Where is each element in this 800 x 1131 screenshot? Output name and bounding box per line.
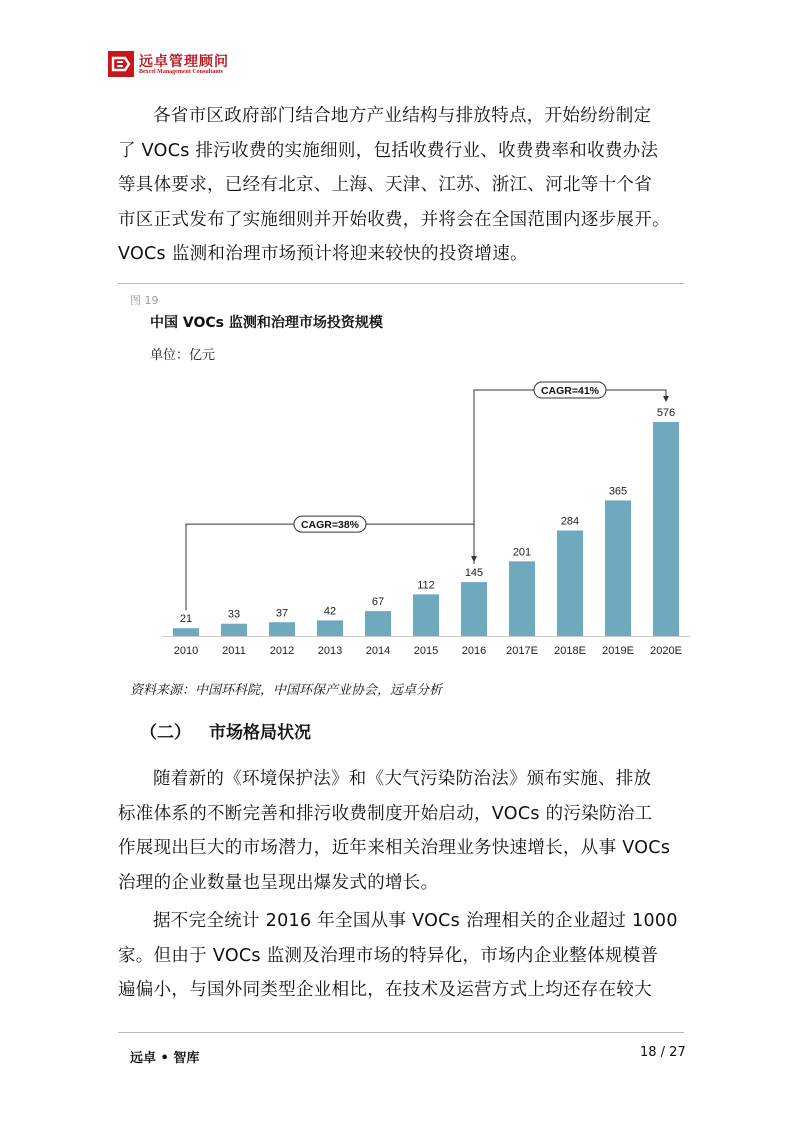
data-label: 576 <box>656 407 676 420</box>
cagr-label: CAGR=41% <box>540 385 600 398</box>
x-tick-label: 2016 <box>461 645 487 657</box>
x-tick-label: 2014 <box>365 645 391 657</box>
bar <box>461 582 487 636</box>
figure-title: 中国 VOCs 监测和治理市场投资规模 <box>150 315 383 331</box>
text-line: 各省市区政府部门结合地方产业结构与排放特点，开始纷纷制定 <box>153 106 652 126</box>
bar <box>173 628 199 636</box>
text-line: 据不完全统计 2016 年全国从事 VOCs 治理相关的企业超过 1000 <box>153 911 678 931</box>
figure-unit: 单位：亿元 <box>150 348 216 363</box>
data-label: 112 <box>417 579 435 592</box>
bar <box>269 622 295 636</box>
bar <box>413 594 439 636</box>
bar <box>509 561 535 636</box>
figure-source: 资料来源：中国环科院，中国环保产业协会，远卓分析 <box>130 683 443 698</box>
text-line: VOCs 监测和治理市场预计将迎来较快的投资增速。 <box>118 244 528 264</box>
cagr-arrowhead <box>663 396 669 402</box>
section-number: （二） <box>140 723 191 743</box>
section-heading <box>140 718 311 743</box>
x-tick-label: 2012 <box>269 645 295 657</box>
bar <box>653 422 679 636</box>
data-label: 284 <box>560 515 580 528</box>
x-tick-label: 2010 <box>173 645 199 657</box>
data-label: 365 <box>608 485 628 498</box>
x-tick-label: 2017E <box>506 645 538 657</box>
page-number: 18 / 27 <box>640 1045 686 1060</box>
text-line: 市区正式发布了实施细则并开始收费，并将会在全国范围内逐步展开。 <box>118 209 670 230</box>
data-label: 145 <box>464 567 484 580</box>
data-label: 37 <box>275 607 289 620</box>
text-line: 标准体系的不断完善和排污收费制度开始启动，VOCs 的污染防治工 <box>118 803 653 824</box>
text-line: 作展现出巨大的市场潜力，近年来相关治理业务快速增长，从事 VOCs <box>118 838 671 858</box>
figure-label: 图 19 <box>130 294 159 307</box>
text-line: 遍偏小，与国外同类型企业相比，在技术及运营方式上均还存在较大 <box>118 980 652 1000</box>
data-label: 33 <box>227 608 241 621</box>
footer-divider <box>118 1032 684 1033</box>
bar <box>221 624 247 636</box>
text-line: 了 VOCs 排污收费的实施细则，包括收费行业、收费费率和收费办法 <box>118 140 659 161</box>
logo-text-cn: 远卓管理顾问 <box>139 54 229 70</box>
body-paragraph-1 <box>118 762 688 900</box>
text-line: 随着新的《环境保护法》和《大气污染防治法》颁布实施、排放 <box>153 769 652 789</box>
data-label: 21 <box>179 613 193 626</box>
data-label: 201 <box>512 546 532 559</box>
text-line: 等具体要求，已经有北京、上海、天津、江苏、浙江、河北等十个省 <box>118 175 652 195</box>
x-tick-label: 2011 <box>222 645 246 657</box>
body-paragraph-2 <box>118 904 688 1008</box>
x-tick-label: 2013 <box>317 645 343 657</box>
x-tick-label: 2018E <box>554 645 586 657</box>
bar <box>557 530 583 636</box>
data-label: 67 <box>371 596 385 609</box>
x-tick-label: 2015 <box>413 645 439 657</box>
logo-text-en: Bexcel Management Consultants <box>139 69 223 75</box>
bar <box>317 620 343 636</box>
section-title: 市场格局状况 <box>209 723 311 743</box>
cagr-label: CAGR=38% <box>300 519 360 532</box>
text-line: 家。但由于 VOCs 监测及治理市场的特异化，市场内企业整体规模普 <box>118 945 659 966</box>
footer-brand: 远卓 • 智库 <box>130 1051 200 1066</box>
x-tick-label: 2020E <box>650 645 682 657</box>
bar <box>605 500 631 636</box>
x-tick-label: 2019E <box>602 645 634 657</box>
bar <box>365 611 391 636</box>
data-label: 42 <box>323 605 337 618</box>
text-line: 治理的企业数量也呈现出爆发式的增长。 <box>118 872 439 893</box>
